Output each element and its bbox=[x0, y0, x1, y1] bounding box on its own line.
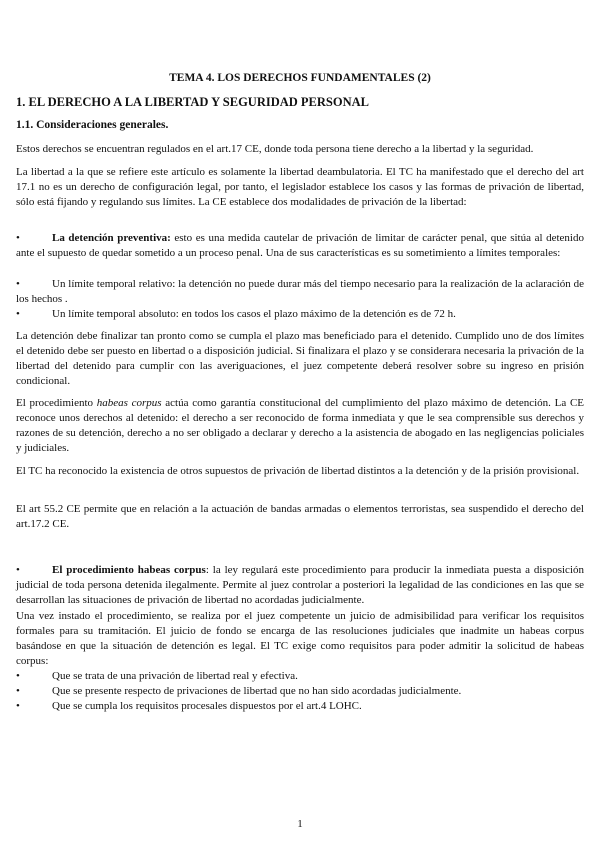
paragraph-finalizar: La detención debe finalizar tan pronto como se cumpla el plazo mas beneficiado para el detenido. Cumplido uno de dos límites el detenido debe ser puesto en libertad o a disposición judicial. Si finalizara el plazo y se considerara necesaria la privación de la libertad del detenido para cumplir con las averiguaciones, el juez competente deberá resolver sobre su ingreso en prisión condicional. bbox=[16, 330, 584, 387]
paragraph-intro: Estos derechos se encuentran regulados en el art.17 CE, donde toda persona tiene derecho a la libertad y la seguridad. bbox=[16, 143, 534, 155]
bullet-text: Que se cumpla los requisitos procesales dispuestos por el art.4 LOHC. bbox=[52, 700, 362, 712]
paragraph-art55: El art 55.2 CE permite que en relación a la actuación de bandas armadas o elementos terroristas, sea suspendido el derecho del art.17.2 CE. bbox=[16, 503, 584, 530]
bullet-requisito-3 bbox=[16, 699, 584, 714]
bullet-text: esto es una medida cautelar de privación de limitar de carácter penal, que sitúa al detenido ante el supuesto de quedar sometido a un proceso penal. Una de sus características es su sometimiento a límites temporales: bbox=[16, 232, 584, 259]
italic-term: habeas corpus bbox=[96, 397, 162, 409]
subsection-heading: 1.1. Consideraciones generales. bbox=[16, 119, 169, 131]
bullet-marker: • bbox=[16, 670, 20, 682]
page-title: TEMA 4. LOS DERECHOS FUNDAMENTALES (2) bbox=[169, 72, 431, 84]
paragraph-habeas bbox=[16, 396, 584, 456]
bullet-marker: • bbox=[16, 232, 20, 244]
document-page bbox=[16, 0, 584, 848]
bullet-limite-relativo bbox=[16, 277, 584, 307]
bullet-bold-term: El procedimiento habeas corpus bbox=[52, 564, 206, 576]
bullet-text: Que se trata de una privación de libertad real y efectiva. bbox=[52, 670, 298, 682]
section-heading: 1. EL DERECHO A LA LIBERTAD Y SEGURIDAD PERSONAL bbox=[16, 95, 369, 109]
page-number: 1 bbox=[297, 818, 303, 830]
bullet-limite-absoluto bbox=[16, 307, 584, 322]
bullet-text: Que se presente respecto de privaciones de libertad que no han sido acordadas judicialmente. bbox=[52, 685, 462, 697]
bullet-detencion-preventiva bbox=[16, 231, 584, 261]
paragraph-tc: El TC ha reconocido la existencia de otros supuestos de privación de libertad distintos a la detención y de la prisión provisional. bbox=[16, 465, 580, 477]
bullet-marker: • bbox=[16, 278, 20, 290]
text-run: El procedimiento bbox=[16, 397, 97, 409]
bullet-bold-term: La detención preventiva: bbox=[52, 232, 171, 244]
bullet-marker: • bbox=[16, 685, 20, 697]
paragraph-libertad: La libertad a la que se refiere este artículo es solamente la libertad deambulatoria. El TC ha manifestado que el derecho del art 17.1 no es un derecho de configuración legal, por tanto, el legislador establece los casos y las formas de privación de libertad, sólo está fijando y regulando sus límites. La CE establece dos modalidades de privación de la libertad: bbox=[16, 166, 584, 208]
paragraph-procedimiento: Una vez instado el procedimiento, se realiza por el juez competente un juicio de admisibilidad para verificar los requisitos formales para su tramitación. El juicio de fondo se encarga de las resoluciones judiciales que inadmite un habeas corpus basándose en que la situación de detención es legal. El TC exige como requisitos para poder admitir la solicitud de habeas corpus: bbox=[16, 610, 584, 667]
text-run: actúa como garantía constitucional del cumplimiento del plazo máximo de detención. La CE reconoce unos derechos al detenido: el derecho a ser reconocido de forma inmediata y que le sea comprensible sus derechos y razones de su detención, derecho a no ser obligado a declarar y derecho a la asistencia de abogado en las negligencias policiales y judiciales. bbox=[16, 397, 585, 454]
bullet-marker: • bbox=[16, 700, 20, 712]
bullet-marker: • bbox=[16, 308, 20, 320]
bullet-text: : la ley regulará este procedimiento para producir la inmediata puesta a disposición judicial de toda persona detenida ilegalmente. Permite al juez controlar a posteriori la legalidad de las condiciones en las que se desarrollan las situaciones de privación de libertad no acordadas judicialmente. bbox=[16, 564, 585, 606]
bullet-text: Un límite temporal relativo: la detención no puede durar más del tiempo necesario para la realización de la aclaración de los hechos . bbox=[16, 278, 584, 305]
bullet-text: Un límite temporal absoluto: en todos los casos el plazo máximo de la detención es de 72 h. bbox=[52, 308, 456, 320]
bullet-requisito-2 bbox=[16, 684, 584, 699]
bullet-requisito-1 bbox=[16, 669, 584, 684]
bullet-marker: • bbox=[16, 564, 20, 576]
bullet-habeas-corpus bbox=[16, 563, 584, 608]
